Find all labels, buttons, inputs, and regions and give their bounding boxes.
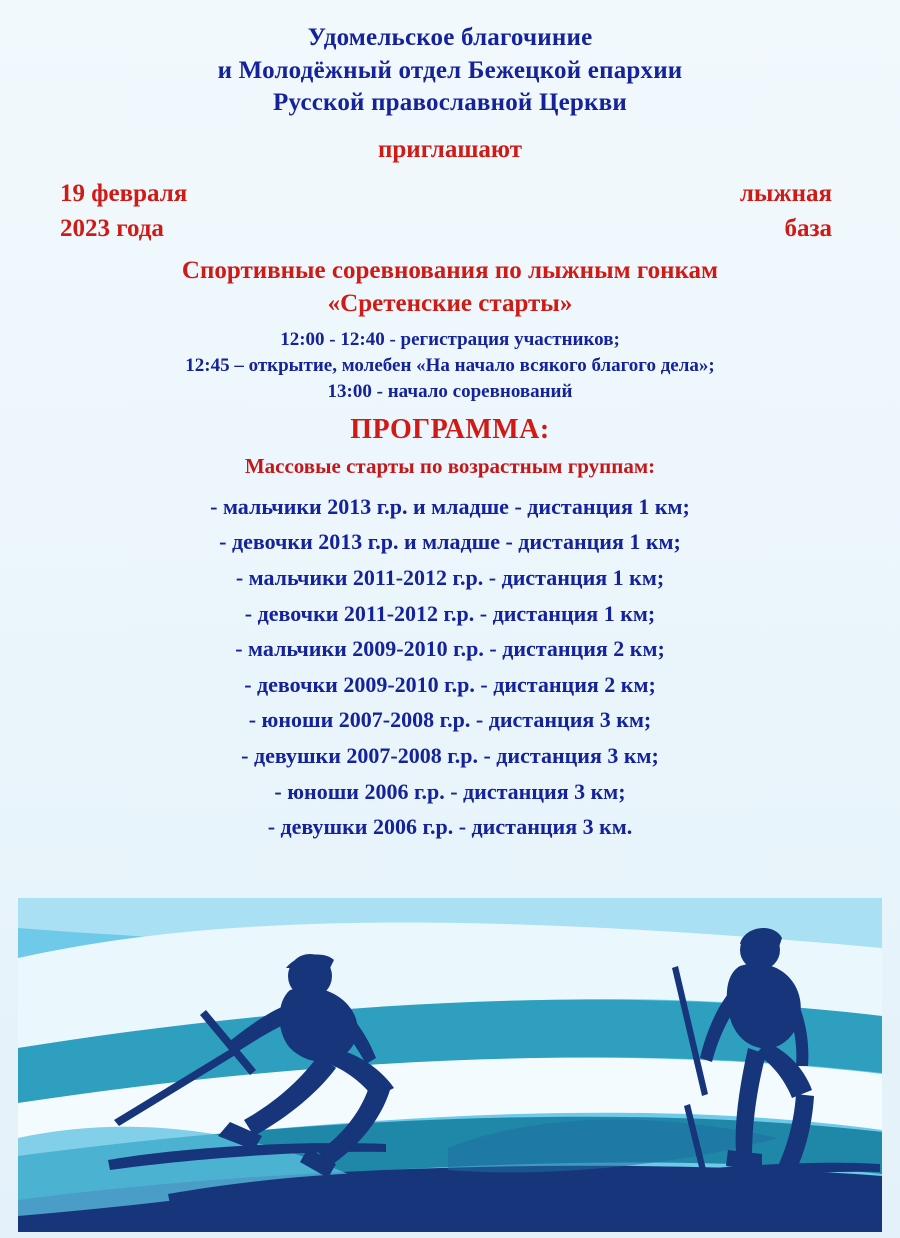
- groups-list: [30, 489, 870, 845]
- group-item: - юноши 2007-2008 г.р. - дистанция 3 км;: [248, 707, 652, 733]
- event-place: [740, 176, 832, 247]
- event-title-line-1: Спортивные соревнования по лыжным гонкам: [181, 256, 719, 284]
- group-item: - девочки 2013 г.р. и младше - дистанция 1 км;: [219, 529, 681, 555]
- event-title: [30, 254, 870, 322]
- schedule-item: 12:45 – открытие, молебен «На начало всякого благого дела»;: [185, 355, 715, 377]
- event-date-line-2: 2023 года: [60, 215, 164, 242]
- organizer-line-2: и Молодёжный отдел Бежецкой епархии: [217, 56, 683, 84]
- program-title: ПРОГРАММА:: [350, 413, 550, 445]
- invite-text: приглашают: [378, 135, 522, 163]
- group-item: - девушки 2006 г.р. - дистанция 3 км.: [267, 814, 633, 840]
- event-place-line-1: лыжная: [739, 179, 832, 207]
- event-place-line-2: база: [784, 215, 832, 242]
- event-date-line-1: 19 февраля: [60, 179, 188, 207]
- group-item: - мальчики 2013 г.р. и младше - дистанция 1 км;: [210, 493, 690, 519]
- groups-header: Массовые старты по возрастным группам:: [244, 453, 656, 478]
- group-item: - девочки 2011-2012 г.р. - дистанция 1 км;: [244, 600, 656, 626]
- group-item: - мальчики 2009-2010 г.р. - дистанция 2 км;: [235, 636, 665, 662]
- skiers-illustration: [18, 898, 882, 1232]
- group-item: - девочки 2009-2010 г.р. - дистанция 2 км;: [244, 671, 656, 697]
- event-title-line-2: «Сретенские старты»: [327, 290, 573, 318]
- schedule-item: 13:00 - начало соревнований: [327, 381, 573, 403]
- group-item: - девушки 2007-2008 г.р. - дистанция 3 км;: [241, 743, 659, 769]
- schedule-list: [30, 327, 870, 406]
- group-item: - мальчики 2011-2012 г.р. - дистанция 1 км;: [235, 564, 665, 590]
- schedule-item: 12:00 - 12:40 - регистрация участников;: [280, 329, 620, 350]
- date-place-bar: [30, 176, 870, 248]
- group-item: - юноши 2006 г.р. - дистанция 3 км;: [274, 778, 626, 804]
- event-date: [60, 176, 187, 247]
- organizer-line-3: Русской православной Церкви: [273, 89, 627, 116]
- organizer-block: [30, 22, 870, 120]
- organizer-line-1: Удомельское благочиние: [307, 24, 593, 51]
